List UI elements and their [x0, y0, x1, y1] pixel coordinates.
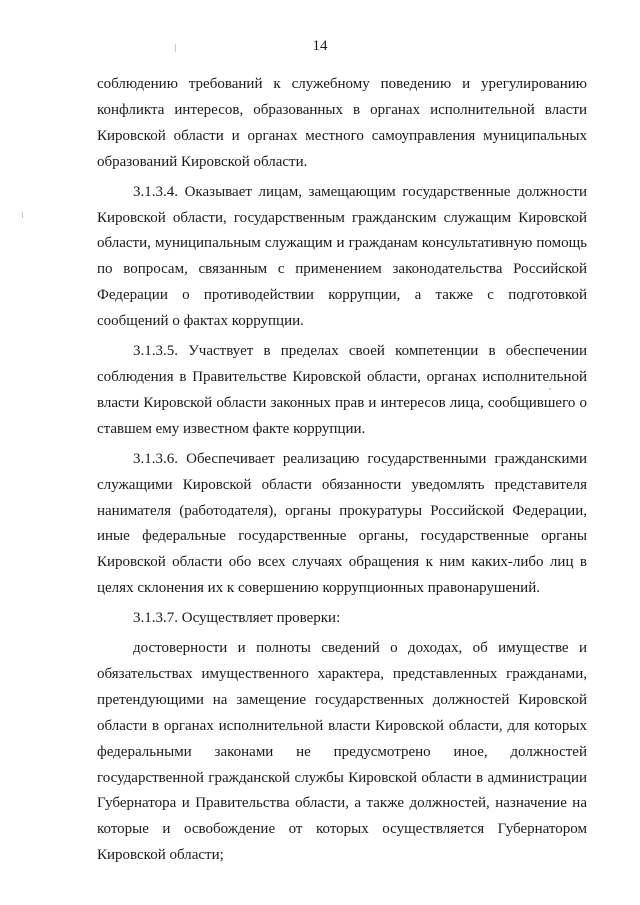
- paragraph-3-1-3-4: 3.1.3.4. Оказывает лицам, замещающим государственные должности Кировской области, государственным гражданским служащим Кировской области, муниципальным служащим и гражданам консультативную помощь по вопросам, связанным с применением законодательства Российской Федерации о противодействии коррупции, а также с подготовкой сообщений о фактах коррупции.: [97, 183, 587, 330]
- scan-artifact-mark: [22, 212, 23, 218]
- paragraph-continuation: соблюдению требований к служебному поведению и урегулированию конфликта интересов, образованных в органах исполнительной власти Кировской области и органах местного самоуправления муниципальных образований Кировской области.: [97, 76, 587, 170]
- paragraph-3-1-3-6: 3.1.3.6. Обеспечивает реализацию государственными гражданскими служащими Кировской области обязанности уведомлять представителя нанимателя (работодателя), органы прокуратуры Российской Федерации, иные федеральные государственные органы, государственные органы Кировской области обо всех случаях обращения к ним каких-либо лиц в целях склонения их к совершению коррупционных правонарушений.: [97, 450, 587, 597]
- page-number: 14: [312, 38, 328, 54]
- document-body: [97, 72, 587, 869]
- paragraph-3-1-3-5: 3.1.3.5. Участвует в пределах своей компетенции в обеспечении соблюдения в Правительстве Кировской области, органах исполнительной власти Кировской области законных прав и интересов лица, сообщившего о ставшем ему известном факте коррупции.: [97, 343, 587, 437]
- paragraph-3-1-3-7: 3.1.3.7. Осуществляет проверки:: [133, 610, 341, 627]
- paragraph-verification-item: достоверности и полноты сведений о доходах, об имуществе и обязательствах имущественного характера, представленных гражданами, претендующими на замещение государственных должностей Кировской области в органах исполнительной власти Кировской области, для которых федеральными законами не предусмотрено иное, должностей государственной гражданской службы Кировской области в администрации Губернатора и Правительства области, а также должностей, назначение на которые и освобождение от которых осуществляется Губернатором Кировской области;: [97, 640, 587, 864]
